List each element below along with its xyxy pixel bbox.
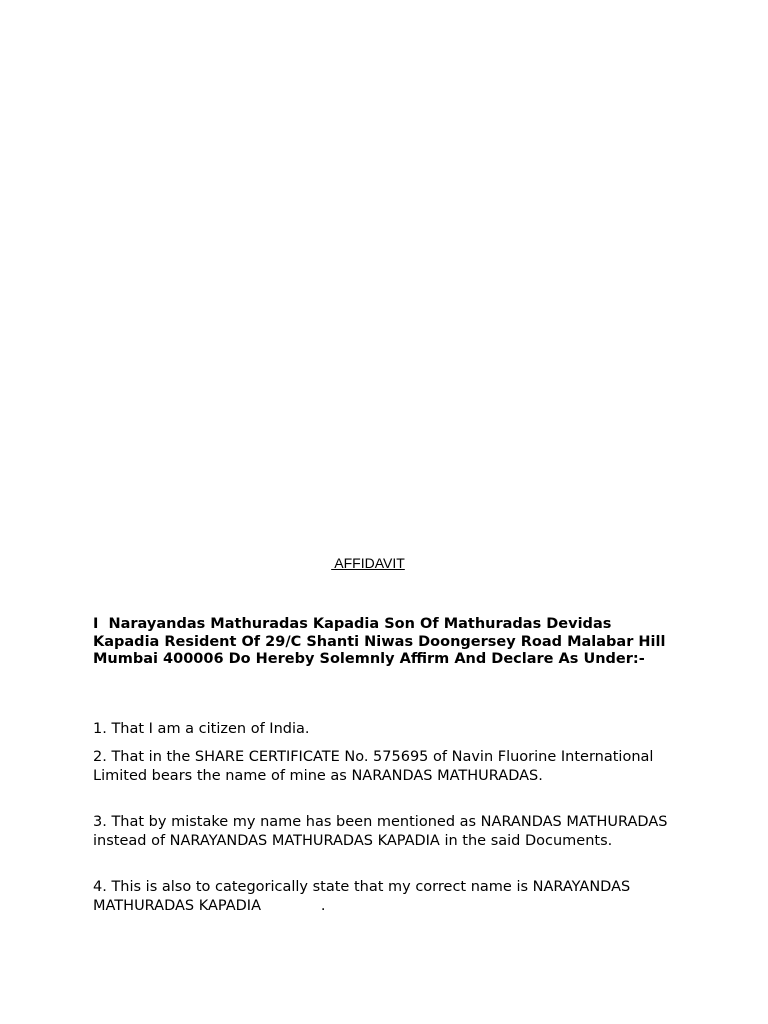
declarant-statement: I Narayandas Mathuradas Kapadia Son Of Mathuradas Devidas Kapadia Resident Of 29/C Shanti Niwas Doongersey Road Malabar Hill Mumbai 400006 Do Hereby Solemnly Affirm And Declare As Under:- [93,616,671,667]
affidavit-paragraph-3: 3. That by mistake my name has been mentioned as NARANDAS MATHURADAS instead of NARAYANDAS MATHURADAS KAPADIA in the said Documents. [93,814,673,849]
document-title: AFFIDAVIT [331,555,405,571]
affidavit-paragraph-4: 4. This is also to categorically state that my correct name is NARAYANDAS MATHURADAS KAPADIA . [93,879,635,914]
affidavit-paragraph-2: 2. That in the SHARE CERTIFICATE No. 575695 of Navin Fluorine International Limited bears the name of mine as NARANDAS MATHURADAS. [93,749,659,784]
affidavit-paragraph-1: 1. That I am a citizen of India. [93,721,310,737]
